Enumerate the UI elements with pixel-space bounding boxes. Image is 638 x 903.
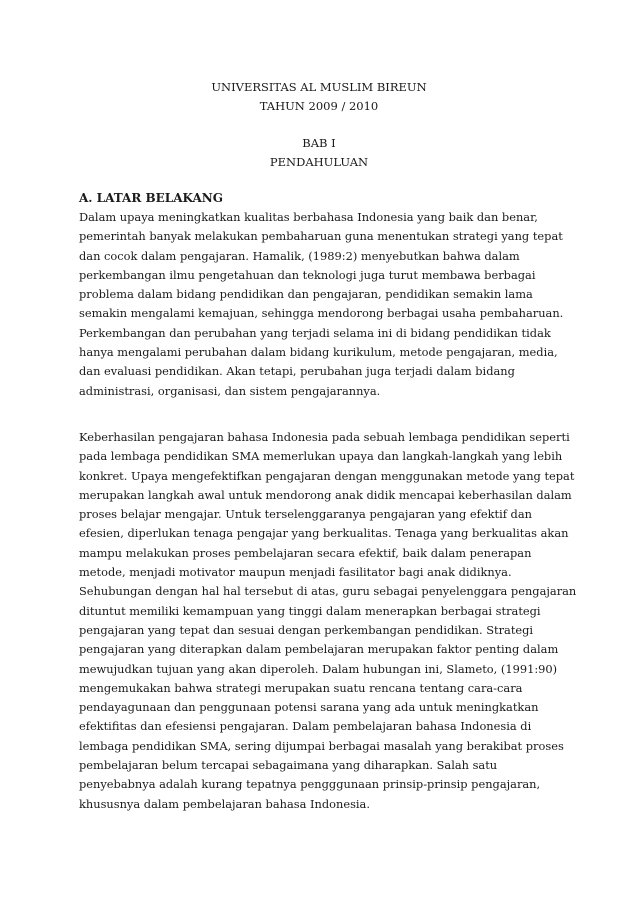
paragraph-line: pada lembaga pendidikan SMA memerlukan upaya dan langkah-langkah yang lebih	[79, 449, 563, 464]
paragraph-line: konkret. Upaya mengefektifkan pengajaran dengan menggunakan metode yang tepat	[79, 468, 575, 483]
paragraph-line: pemerintah banyak melakukan pembaharuan guna menentukan strategi yang tepat	[79, 229, 563, 244]
paragraph-line: khususnya dalam pembelajaran bahasa Indonesia.	[79, 796, 370, 811]
paragraph-line: lembaga pendidikan SMA, sering dijumpai berbagai masalah yang berakibat proses	[79, 738, 564, 753]
chapter-title: PENDAHULUAN	[269, 155, 369, 169]
paragraph-line: Perkembangan dan perubahan yang terjadi selama ini di bidang pendidikan tidak	[79, 325, 551, 340]
paragraph-line: penyebabnya adalah kurang tepatnya pengggunaan prinsip-prinsip pengajaran,	[79, 777, 541, 792]
paragraph-line: hanya mengalami perubahan dalam bidang kurikulum, metode pengajaran, media,	[79, 345, 558, 360]
paragraph-line: efesien, diperlukan tenaga pengajar yang berkualitas. Tenaga yang berkualitas akan	[79, 526, 569, 541]
academic-year: TAHUN 2009 / 2010	[259, 99, 379, 113]
paragraph-line: dan evaluasi pendidikan. Akan tetapi, perubahan juga terjadi dalam bidang	[79, 364, 515, 379]
university-name: UNIVERSITAS AL MUSLIM BIREUN	[211, 80, 427, 94]
paragraph-line: merupakan langkah awal untuk mendorong anak didik mencapai keberhasilan dalam	[79, 487, 572, 502]
paragraph-line: mengemukakan bahwa strategi merupakan suatu rencana tentang cara-cara	[79, 680, 523, 695]
paragraph-line: dan cocok dalam pengajaran. Hamalik, (1989:2) menyebutkan bahwa dalam	[79, 248, 520, 263]
paragraph-line: pengajaran yang diterapkan dalam pembelajaran merupakan faktor penting dalam	[79, 642, 559, 657]
paragraph-line: problema dalam bidang pendidikan dan pengajaran, pendidikan semakin lama	[79, 287, 533, 302]
section-heading: A. LATAR BELAKANG	[79, 191, 223, 205]
paragraph-line: efektifitas dan efesiensi pengajaran. Dalam pembelajaran bahasa Indonesia di	[79, 719, 532, 734]
paragraph-line: administrasi, organisasi, dan sistem pengajarannya.	[79, 383, 381, 398]
chapter-number: BAB I	[302, 136, 336, 150]
paragraph-line: perkembangan ilmu pengetahuan dan teknologi juga turut membawa berbagai	[79, 267, 536, 282]
paragraph-line: Keberhasilan pengajaran bahasa Indonesia pada sebuah lembaga pendidikan seperti	[79, 430, 570, 444]
paragraph-line: pengajaran yang tepat dan sesuai dengan perkembangan pendidikan. Strategi	[79, 622, 534, 637]
paragraph-line: proses belajar mengajar. Untuk terselenggaranya pengajaran yang efektif dan	[79, 507, 532, 522]
paragraph-line: metode, menjadi motivator maupun menjadi fasilitator bagi anak didiknya.	[79, 565, 512, 580]
paragraph-line: mewujudkan tujuan yang akan diperoleh. Dalam hubungan ini, Slameto, (1991:90)	[79, 661, 558, 676]
paragraph-line: pendayagunaan dan penggunaan potensi sarana yang ada untuk meningkatkan	[79, 700, 539, 715]
paragraph-line: Dalam upaya meningkatkan kualitas berbahasa Indonesia yang baik dan benar,	[79, 210, 538, 224]
paragraph-line: mampu melakukan proses pembelajaran secara efektif, baik dalam penerapan	[79, 545, 532, 560]
paragraph-1	[79, 212, 579, 405]
paragraph-2	[79, 432, 579, 818]
paragraph-line: pembelajaran belum tercapai sebagaimana yang diharapkan. Salah satu	[79, 758, 498, 773]
paragraph-line: dituntut memiliki kemampuan yang tinggi dalam menerapkan berbagai strategi	[79, 603, 541, 618]
paragraph-line: semakin mengalami kemajuan, sehingga mendorong berbagai usaha pembaharuan.	[79, 306, 564, 321]
paragraph-line: Sehubungan dengan hal hal tersebut di atas, guru sebagai penyelenggara pengajaran	[79, 584, 577, 599]
